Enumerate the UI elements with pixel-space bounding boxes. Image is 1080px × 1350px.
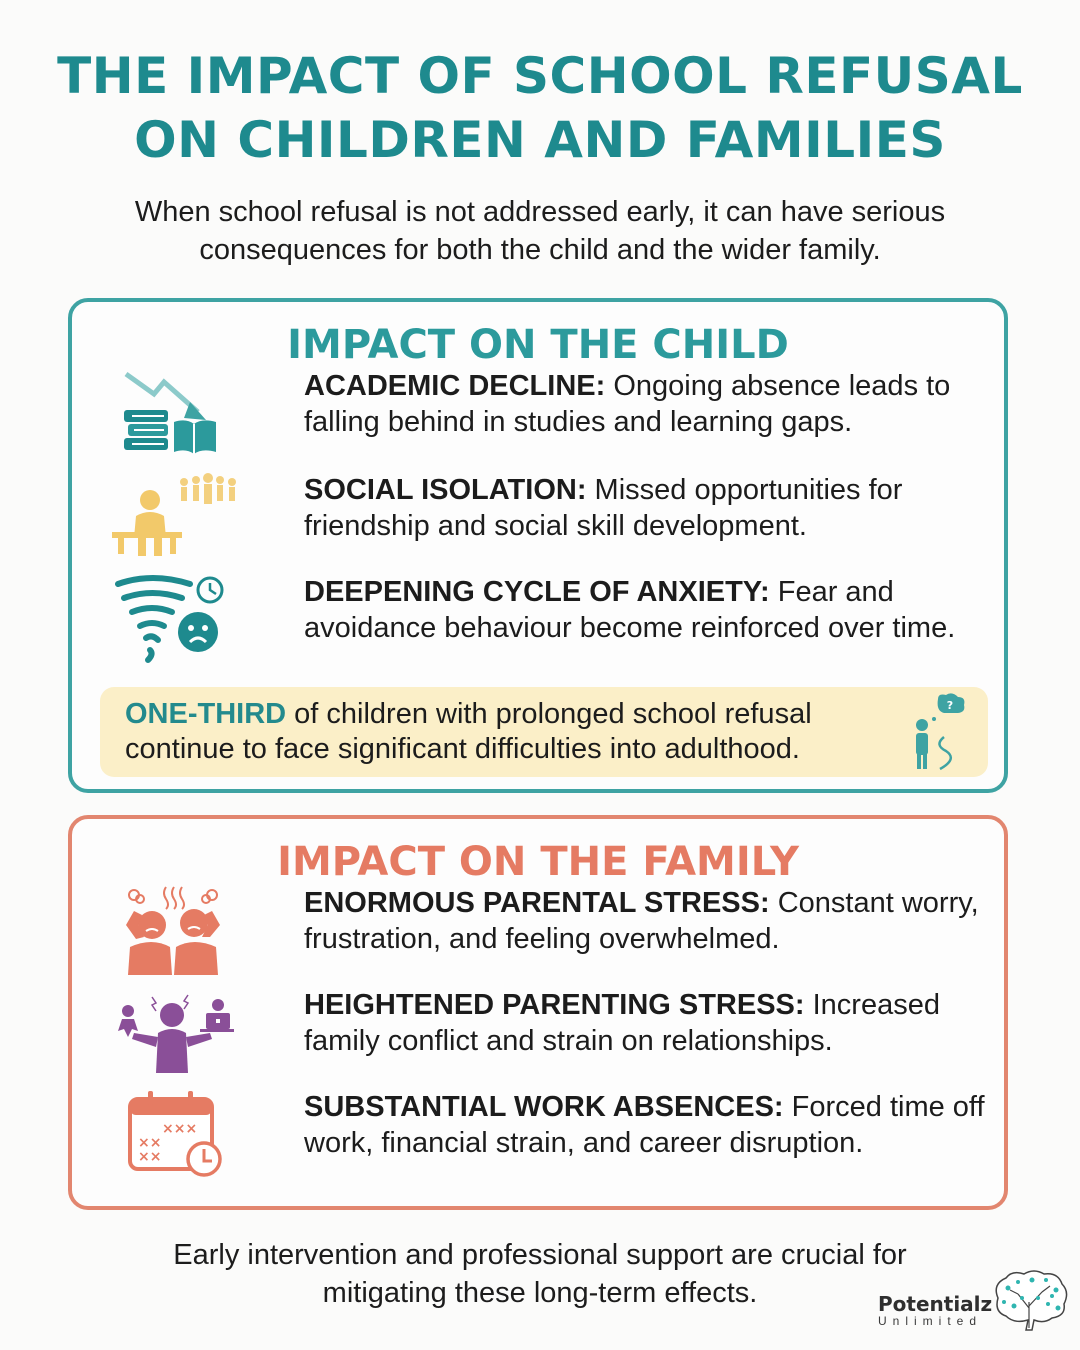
item-label: DEEPENING CYCLE OF ANXIETY:	[304, 576, 770, 608]
item-desc: Fear and	[769, 576, 894, 608]
callout-text	[125, 697, 905, 767]
stressed-parents-icon	[112, 885, 237, 975]
item-desc: work, financial strain, and career disruption.	[304, 1127, 864, 1159]
family-section-title: IMPACT ON THE FAMILY	[277, 839, 799, 885]
one-third-callout	[100, 687, 988, 777]
svg-text:××: ××	[138, 1149, 162, 1165]
academic-decline-text	[304, 368, 1004, 440]
page-title	[0, 44, 1080, 172]
family-impact-panel	[68, 815, 1008, 1210]
person-question-path-icon	[908, 693, 968, 773]
item-desc: Constant worry,	[769, 887, 979, 919]
anxiety-cycle-text	[304, 574, 1004, 646]
books-declining-arrow-icon	[112, 368, 237, 458]
item-desc: Forced time off	[783, 1091, 985, 1123]
work-absences-text	[304, 1089, 1004, 1161]
brain-tree-icon	[988, 1268, 1070, 1332]
social-isolation-text	[304, 472, 1004, 544]
svg-text:×××: ×××	[162, 1121, 198, 1137]
item-label: SUBSTANTIAL WORK ABSENCES:	[304, 1091, 784, 1123]
item-label: HEIGHTENED PARENTING STRESS:	[304, 989, 805, 1021]
title-line-1: THE IMPACT OF SCHOOL REFUSAL	[57, 47, 1023, 105]
social-isolation-item	[112, 472, 992, 562]
item-desc: friendship and social skill development.	[304, 510, 807, 542]
item-desc: Missed opportunities for	[586, 474, 903, 506]
item-desc: Increased	[804, 989, 940, 1021]
juggling-parent-icon	[112, 987, 237, 1077]
svg-text:××: ××	[138, 1135, 162, 1151]
item-label: ACADEMIC DECLINE:	[304, 370, 606, 402]
item-label: SOCIAL ISOLATION:	[304, 474, 587, 506]
parental-stress-item	[112, 885, 992, 975]
callout-highlight: ONE-THIRD	[125, 698, 287, 730]
parenting-stress-text	[304, 987, 1004, 1059]
work-absences-item	[112, 1089, 992, 1179]
title-line-2: ON CHILDREN AND FAMILIES	[134, 111, 946, 169]
item-desc: frustration, and feeling overwhelmed.	[304, 923, 780, 955]
potentialz-logo	[876, 1272, 1076, 1342]
footer-line-1: Early intervention and professional support are crucial for	[173, 1239, 907, 1271]
child-section-title: IMPACT ON THE CHILD	[287, 322, 789, 368]
isolated-person-bench-icon	[112, 472, 237, 562]
child-impact-panel	[68, 298, 1008, 793]
item-desc: avoidance behaviour become reinforced over time.	[304, 612, 956, 644]
intro-line-2: consequences for both the child and the wider family.	[199, 234, 881, 266]
logo-name: Potentialz	[878, 1292, 993, 1316]
parenting-stress-item	[112, 987, 992, 1077]
academic-decline-item	[112, 368, 992, 458]
logo-tagline: Unlimited	[878, 1314, 983, 1328]
intro-line-1: When school refusal is not addressed early, it can have serious	[134, 196, 946, 228]
item-desc: family conflict and strain on relationships.	[304, 1025, 833, 1057]
parental-stress-text	[304, 885, 1004, 957]
svg-text:?: ?	[946, 699, 954, 712]
footer-line-2: mitigating these long-term effects.	[322, 1277, 758, 1309]
anxiety-cycle-item	[112, 574, 992, 664]
calendar-clock-icon	[112, 1089, 237, 1179]
callout-line-2: continue to face significant difficulties into adulthood.	[125, 733, 800, 765]
callout-line-1: of children with prolonged school refusal	[286, 698, 812, 730]
item-label: ENORMOUS PARENTAL STRESS:	[304, 887, 770, 919]
item-desc: Ongoing absence leads to	[605, 370, 951, 402]
intro-text	[0, 193, 1080, 269]
item-desc: falling behind in studies and learning gaps.	[304, 406, 853, 438]
tornado-clock-worried-face-icon	[112, 574, 237, 664]
